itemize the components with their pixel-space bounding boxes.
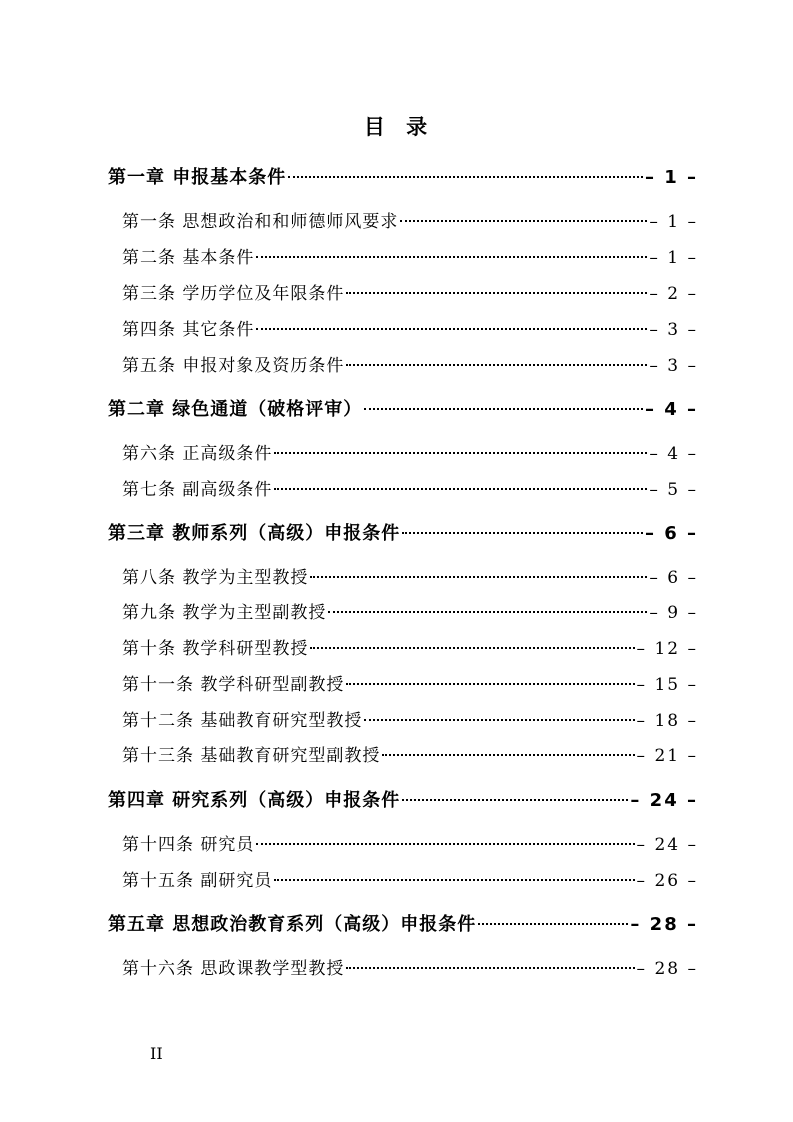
toc-chapter-4[interactable] [108, 787, 698, 815]
toc-entry-label: 第八条 教学为主型教授 [122, 568, 309, 588]
toc-page-number: – 6 – [644, 523, 698, 544]
toc-chapter-2[interactable] [108, 396, 698, 424]
toc-page-number: – 21 – [636, 746, 698, 766]
toc-entry-label: 第七条 副高级条件 [122, 480, 273, 500]
toc-entry-label: 第三条 学历学位及年限条件 [122, 284, 345, 304]
toc-entry-label: 第二章 绿色通道（破格评审） [108, 399, 363, 420]
toc-entry-label: 第四章 研究系列（高级）申报条件 [108, 790, 401, 811]
toc-page-number: – 6 – [649, 568, 698, 588]
toc-article-11[interactable] [122, 671, 698, 699]
dot-leader [346, 292, 647, 294]
toc-chapter-5[interactable] [108, 911, 698, 939]
toc-page-number: – 1 – [649, 212, 698, 232]
toc-entry-label: 第一章 申报基本条件 [108, 167, 287, 188]
toc-article-10[interactable] [122, 635, 698, 663]
toc-article-4[interactable] [122, 316, 698, 344]
dot-leader [328, 611, 647, 613]
dot-leader [364, 408, 643, 410]
toc-page-number: – 3 – [649, 320, 698, 340]
toc-chapter-1[interactable] [108, 164, 698, 192]
dot-leader [256, 328, 647, 330]
toc-article-12[interactable] [122, 707, 698, 735]
toc-page-number: – 3 – [649, 356, 698, 376]
dot-leader [478, 923, 628, 925]
toc-page-number: – 4 – [649, 444, 698, 464]
toc-article-16[interactable] [122, 955, 698, 983]
toc-page-number: – 1 – [644, 167, 698, 188]
toc-page-number: – 15 – [636, 675, 698, 695]
toc-page-number: – 1 – [649, 248, 698, 268]
toc-title: 目 录 [363, 115, 430, 139]
dot-leader [274, 488, 647, 490]
toc-page-number: – 18 – [636, 711, 698, 731]
toc-entry-label: 第十五条 副研究员 [122, 871, 273, 891]
dot-leader [274, 879, 634, 881]
toc-entry-label: 第十条 教学科研型教授 [122, 639, 309, 659]
toc-article-6[interactable] [122, 440, 698, 468]
dot-leader [310, 647, 634, 649]
toc-chapter-3[interactable] [108, 520, 698, 548]
dot-leader [402, 532, 643, 534]
toc-article-15[interactable] [122, 867, 698, 895]
toc-entry-label: 第九条 教学为主型副教授 [122, 603, 327, 623]
dot-leader [346, 364, 647, 366]
toc-page-number: – 12 – [636, 639, 698, 659]
toc-article-8[interactable] [122, 564, 698, 592]
toc-page-number: – 26 – [636, 871, 698, 891]
dot-leader [288, 176, 643, 178]
dot-leader [402, 799, 628, 801]
dot-leader [256, 843, 634, 845]
toc-entry-label: 第二条 基本条件 [122, 248, 255, 268]
toc-page-number: – 5 – [649, 480, 698, 500]
toc-page-number: – 9 – [649, 603, 698, 623]
toc-entry-label: 第一条 思想政治和和师德师风要求 [122, 212, 399, 232]
toc-entry-label: 第十一条 教学科研型副教授 [122, 675, 345, 695]
toc-entry-label: 第三章 教师系列（高级）申报条件 [108, 523, 401, 544]
toc-page-number: – 24 – [636, 835, 698, 855]
toc-entry-label: 第十四条 研究员 [122, 835, 255, 855]
toc-entry-label: 第四条 其它条件 [122, 320, 255, 340]
toc-entry-label: 第十三条 基础教育研究型副教授 [122, 746, 381, 766]
dot-leader [400, 220, 647, 222]
toc-entry-label: 第十二条 基础教育研究型教授 [122, 711, 363, 731]
toc-page-number: – 2 – [649, 284, 698, 304]
toc-entry-label: 第六条 正高级条件 [122, 444, 273, 464]
page-number-footer: II [150, 1044, 163, 1063]
toc-article-2[interactable] [122, 244, 698, 272]
dot-leader [310, 576, 647, 578]
dot-leader [274, 452, 647, 454]
toc-article-3[interactable] [122, 280, 698, 308]
dot-leader [382, 754, 634, 756]
toc-page-number: – 4 – [644, 399, 698, 420]
toc-entry-label: 第五条 申报对象及资历条件 [122, 356, 345, 376]
toc-page-number: – 28 – [636, 959, 698, 979]
toc-article-5[interactable] [122, 352, 698, 380]
toc-article-9[interactable] [122, 599, 698, 627]
toc-entry-label: 第十六条 思政课教学型教授 [122, 959, 345, 979]
dot-leader [346, 967, 634, 969]
toc-article-13[interactable] [122, 742, 698, 770]
toc-article-7[interactable] [122, 476, 698, 504]
toc-page-number: – 24 – [630, 790, 698, 811]
dot-leader [256, 256, 647, 258]
toc-article-14[interactable] [122, 831, 698, 859]
dot-leader [346, 683, 634, 685]
toc-page-number: – 28 – [630, 914, 698, 935]
toc-article-1[interactable] [122, 208, 698, 236]
toc-entry-label: 第五章 思想政治教育系列（高级）申报条件 [108, 914, 477, 935]
dot-leader [364, 719, 634, 721]
